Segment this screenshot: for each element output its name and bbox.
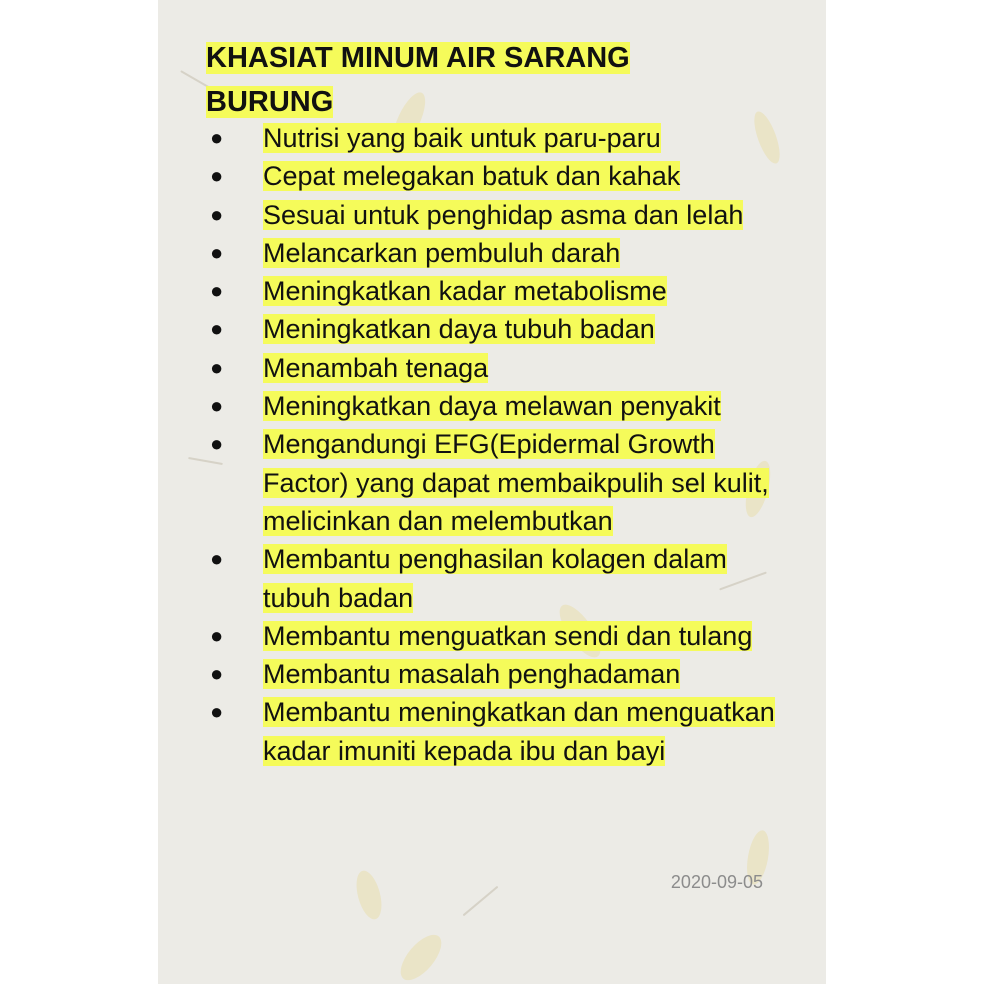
list-item-text: Nutrisi yang baik untuk paru-paru (263, 123, 661, 153)
paper-texture-fiber (463, 886, 499, 916)
bullet-icon: ● (210, 393, 224, 419)
list-item (0, 272, 783, 310)
list-item-text: Meningkatkan daya tubuh badan (263, 314, 655, 345)
list-item (0, 655, 783, 693)
bullet-icon: ● (210, 278, 224, 304)
list-item (0, 310, 783, 348)
bullet-icon: ● (210, 622, 224, 648)
list-item (0, 119, 783, 157)
bullet-icon: ● (210, 661, 224, 687)
bullet-icon: ● (210, 163, 224, 189)
list-item-text: Melancarkan pembuluh darah (263, 237, 621, 268)
list-item-text: Membantu masalah penghadaman (263, 659, 681, 690)
list-item-text: Meningkatkan kadar metabolisme (263, 276, 667, 307)
list-item (0, 540, 783, 617)
list-item-text: Membantu penghasilan kolagen dalam tubuh badan (263, 544, 727, 613)
note-title (206, 36, 726, 124)
bullet-icon: ● (210, 546, 224, 572)
bullet-icon: ● (210, 239, 224, 265)
list-item (0, 196, 783, 234)
list-item (0, 234, 783, 272)
list-item-text: Menambah tenaga (263, 352, 489, 383)
bullet-icon: ● (210, 201, 224, 227)
note-date: 2020-09-05 (670, 872, 763, 892)
note-title-text: KHASIAT MINUM AIR SARANG BURUNG (206, 42, 630, 118)
bullet-icon: ● (210, 316, 224, 342)
list-item-text: Meningkatkan daya melawan penyakit (263, 391, 721, 422)
bullet-icon: ● (210, 699, 224, 725)
list-item (0, 349, 783, 387)
bullet-icon: ● (210, 431, 224, 457)
list-item-text: Cepat melegakan batuk dan kahak (263, 161, 681, 192)
benefit-list (0, 119, 984, 770)
paper-texture-leaf (393, 928, 448, 984)
list-item (0, 693, 783, 770)
list-item (0, 157, 783, 195)
list-item (0, 387, 783, 425)
list-item-text: Sesuai untuk penghidap asma dan lelah (263, 199, 744, 230)
list-item (0, 425, 783, 540)
list-item-text: Membantu meningkatkan dan menguatkan kadar imuniti kepada ibu dan bayi (263, 697, 775, 766)
list-item (0, 617, 783, 655)
paper-texture-leaf (352, 868, 386, 922)
list-item-text: Membantu menguatkan sendi dan tulang (263, 620, 753, 651)
bullet-icon: ● (210, 125, 224, 150)
bullet-icon: ● (210, 354, 224, 380)
list-item-text: Mengandungi EFG(Epidermal Growth Factor) yang dapat membaikpulih sel kulit, melicinkan dan melembutkan (263, 429, 769, 536)
